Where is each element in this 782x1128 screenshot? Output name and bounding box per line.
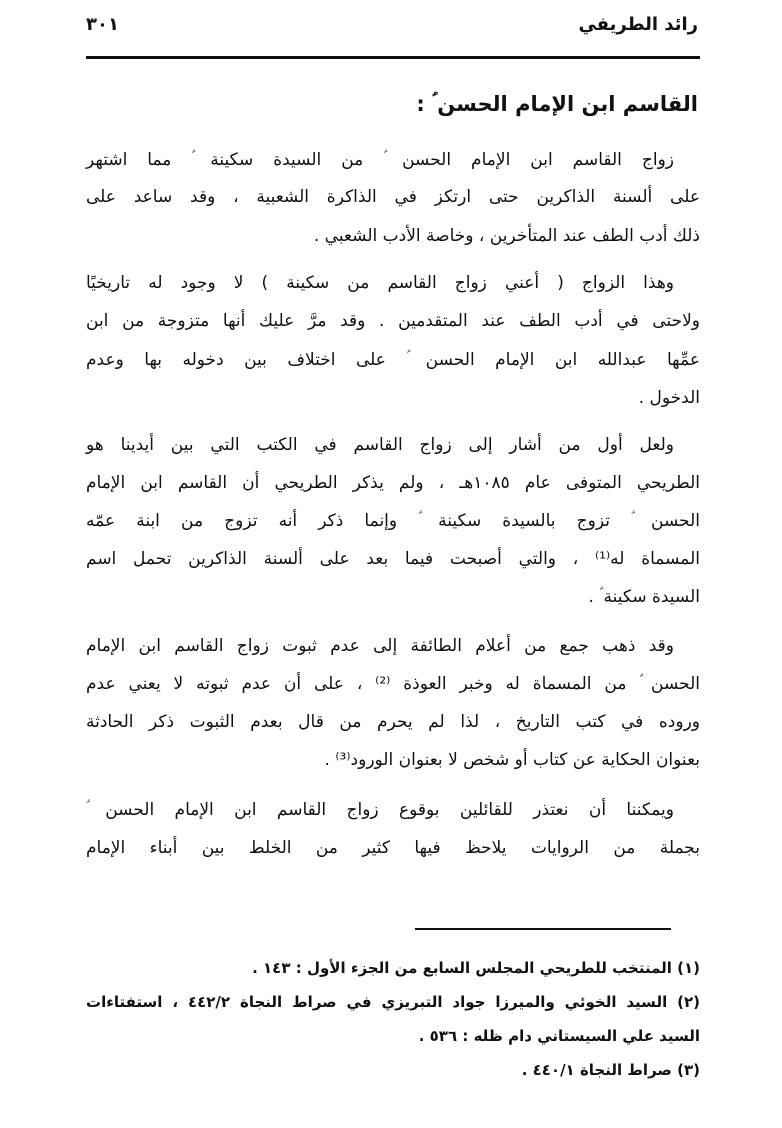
footnote: السيد علي السيستاني دام ظله : ٥٣٦ . — [418, 1027, 700, 1045]
running-header-author: رائد الطريفي — [578, 14, 698, 35]
body-line: المسماة له⁽¹⁾ ، والتي أصبحت فيما بعد على ألسنة الذاكرين تحمل اسم — [86, 549, 701, 569]
body-line: الحسن ؑ تزوج بالسيدة سكينة ؑ وإنما ذكر أنه تزوج من ابنة عمّه — [86, 511, 700, 531]
body-line: ولاحتى في أدب الطف عند المتقدمين . وقد مرَّ عليك أنها متزوجة من ابن — [86, 311, 700, 331]
body-line: السيدة سكينة ؑ . — [588, 587, 700, 607]
body-line: بعنوان الحكاية عن كتاب أو شخص لا بعنوان الورود⁽³⁾ . — [324, 750, 700, 770]
header-rule — [86, 56, 700, 59]
body-line: ولعل أول من أشار إلى زواج القاسم في الكتب التي بين أيدينا هو — [86, 435, 674, 455]
page-number: ٣٠١ — [86, 14, 119, 35]
body-line: ويمكننا أن نعتذر للقائلين بوقوع زواج القاسم ابن الإمام الحسن ؑ — [86, 800, 674, 820]
body-line: الحسن ؑ من المسماة له وخبر العوذة ⁽²⁾ ، على أن عدم ثبوته لا يعني عدم — [86, 674, 700, 694]
body-line: وقد ذهب جمع من أعلام الطائفة إلى عدم ثبوت زواج القاسم ابن الإمام — [86, 636, 674, 656]
body-line: الطريحي المتوفى عام ١٠٨٥هـ ، ولم يذكر الطريحي أن القاسم ابن الإمام — [86, 473, 700, 493]
body-line: بجملة من الروايات يلاحظ فيها كثير من الخلط بين أبناء الإمام — [86, 838, 700, 858]
footnote: (٣) صراط النجاة ٤٤٠/١ . — [521, 1061, 700, 1079]
body-line: زواج القاسم ابن الإمام الحسن ؑ من السيدة سكينة ؑ مما اشتهر — [86, 150, 674, 170]
body-line: وروده في كتب التاريخ ، لذا لم يحرم من قال بعدم الثبوت ذكر الحادثة — [86, 712, 700, 732]
body-line: ذلك أدب الطف عند المتأخرين ، وخاصة الأدب الشعبي . — [313, 226, 700, 246]
section-title: القاسم ابن الإمام الحسن ؑ : — [416, 92, 698, 116]
footnote-rule — [415, 928, 671, 930]
body-line: وهذا الزواج ( أعني زواج القاسم من سكينة ) لا وجود له تاريخيًا — [86, 273, 674, 293]
footnote: (٢) السيد الخوئي والميرزا جواد التبريزي في صراط النجاة ٤٤٢/٢ ، استفتاءات — [86, 993, 700, 1011]
body-line: عمِّها عبدالله ابن الإمام الحسن ؑ على اختلاف بين دخوله بها وعدم — [86, 350, 700, 370]
footnote: (١) المنتخب للطريحي المجلس السابع من الجزء الأول : ١٤٣ . — [252, 959, 700, 977]
body-line: على ألسنة الذاكرين حتى ارتكز في الذاكرة الشعبية ، وقد ساعد على — [86, 187, 700, 207]
body-line: الدخول . — [638, 388, 700, 408]
